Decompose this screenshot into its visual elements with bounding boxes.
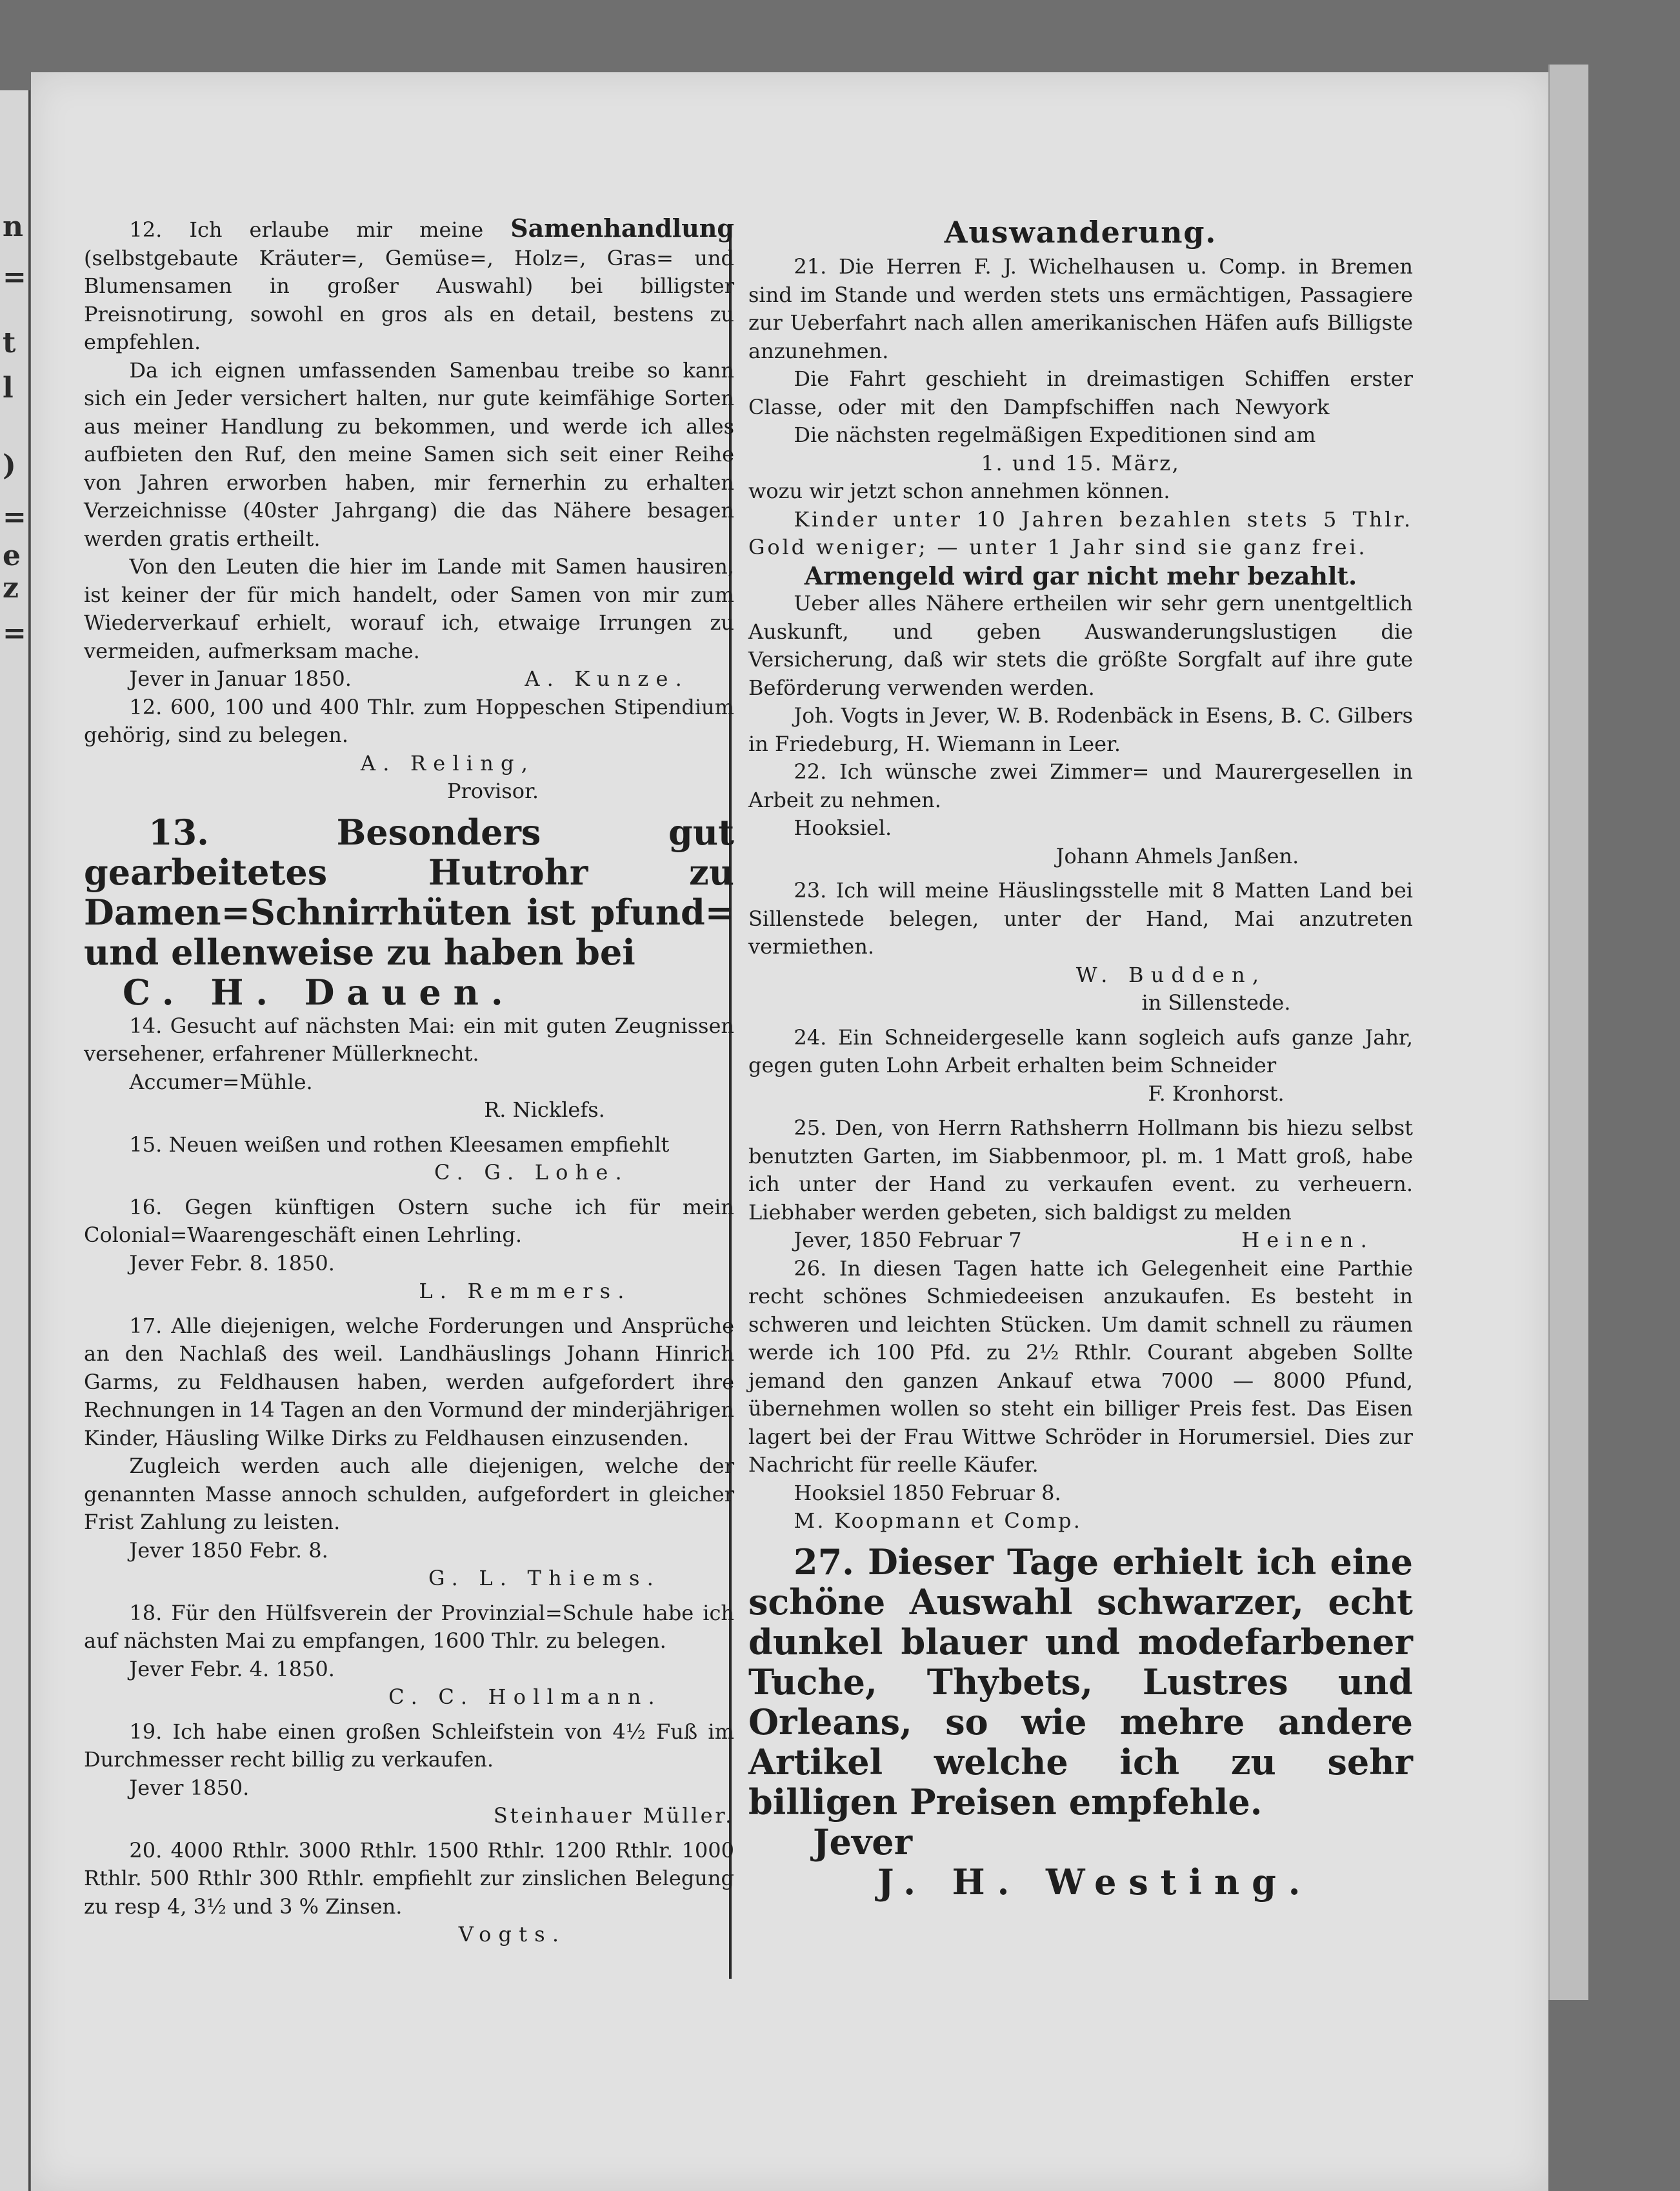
ad-22-journeymen: [748, 758, 1413, 870]
ad-12b-role: Provisor.: [446, 779, 539, 803]
ad-14-miller: [84, 1012, 734, 1125]
ad-22-text: 22. Ich wünsche zwei Zimmer= und Maurergesellen in Arbeit zu nehmen.: [748, 759, 1413, 812]
page-right-edge: [1548, 65, 1588, 2000]
ad-12-signer: A. Kunze.: [525, 666, 689, 691]
ad-18-text: 18. Für den Hülfsverein der Provinzial=Schule habe ich auf nächsten Mai zu empfangen, 1600 Thlr. zu belegen.: [84, 1600, 734, 1653]
ad-23-signer: W. Budden,: [1075, 962, 1266, 987]
ad-19-text: 19. Ich habe einen großen Schleifstein von 4½ Fuß im Durchmesser recht billig zu verkaufen.: [84, 1719, 734, 1772]
ad-12-seeds: [84, 214, 734, 694]
ad-22-place: Hooksiel.: [794, 815, 892, 840]
ad-27-signer: J. H. Westing.: [877, 1861, 1313, 1903]
edge-fragment: z: [3, 572, 19, 605]
ad-26-signer: M. Koopmann et Comp.: [794, 1508, 1083, 1533]
ad-16-signer: L. Remmers.: [419, 1279, 632, 1303]
ad-24-tailor: [748, 1024, 1413, 1108]
ad-12-stipend: [84, 694, 734, 806]
edge-fragment: l: [3, 372, 14, 405]
ad-12b-text: 12. 600, 100 und 400 Thlr. zum Hoppeschen Stipendium gehörig, sind zu belegen.: [84, 694, 734, 747]
edge-fragment: e: [3, 539, 21, 572]
ad-23-house: [748, 877, 1413, 1017]
ad-25-garden: [748, 1114, 1413, 1255]
ad-12-highlight: Samenhandlung: [510, 214, 734, 243]
ad-24-signer: F. Kronhorst.: [1148, 1081, 1285, 1106]
ad-27-text: 27. Dieser Tage erhielt ich eine schöne Auswahl schwarzer, echt dunkel blauer und modefarbener Tuche, Thybets, Lustres und Orleans, so wie mehre andere Artikel welche ich zu sehr billigen Preisen empfehle.: [748, 1541, 1413, 1823]
ad-18-provincial-school: [84, 1599, 734, 1712]
ad-26-iron: [748, 1255, 1413, 1536]
ad-19-signer: Steinhauer Müller.: [493, 1803, 734, 1828]
ad-22-signer: Johann Ahmels Janßen.: [1055, 843, 1299, 868]
ad-17-paragraph-2: Zugleich werden auch alle diejenigen, welche der genannten Masse annoch schulden, aufgefordert in gleicher Frist Zahlung zu leisten.: [84, 1454, 734, 1534]
ad-25-signer: Heinen.: [1241, 1228, 1374, 1252]
edge-fragment: n: [3, 210, 23, 243]
ad-25-dateline: Jever, 1850 Februar 7: [794, 1228, 1022, 1252]
ad-17-text: 17. Alle diejenigen, welche Forderungen und Ansprüche an den Nachlaß des weil. Landhäuslings Johann Hinrich Garms, zu Feldhausen haben, werden aufgefordert ihre Rechnungen in 14 Tagen an den Vormund der minderjährigen Kinder, Häusling Wilke Dirks zu Feldhausen einzusenden.: [84, 1313, 734, 1450]
ad-18-signer: C. C. Hollmann.: [388, 1685, 662, 1709]
ad-20-signer: Vogts.: [458, 1922, 566, 1946]
ad-12-text: (selbstgebaute Kräuter=, Gemüse=, Holz=, Gras= und Blumensamen in großer Auswahl) bei billigster Preisnotirung, sowohl en gros als en detail, bestens zu empfehlen.: [84, 245, 734, 354]
ad-17-signer: G. L. Thiems.: [428, 1566, 661, 1590]
right-column: [748, 214, 1413, 1902]
ad-15-text: 15. Neuen weißen und rothen Kleesamen empfiehlt: [129, 1132, 670, 1157]
ad-19-dateline: Jever 1850.: [129, 1775, 250, 1800]
emigration-heading: Auswanderung.: [944, 215, 1217, 250]
ad-21-paragraph-3: Die nächsten regelmäßigen Expeditionen sind am: [794, 423, 1316, 447]
ad-14-text: 14. Gesucht auf nächsten Mai: ein mit guten Zeugnissen versehener, erfahrener Müllerknecht.: [84, 1013, 734, 1066]
left-page-edge: [0, 90, 30, 2191]
ad-14-signer: R. Nicklefs.: [484, 1097, 605, 1122]
ad-12-lead: 12. Ich erlaube mir meine: [129, 217, 484, 242]
ad-19-grindstone: [84, 1718, 734, 1830]
ad-21-agents: Joh. Vogts in Jever, W. B. Rodenbäck in Esens, B. C. Gilbers in Friedeburg, H. Wiemann in Leer.: [748, 703, 1413, 756]
ad-26-text: 26. In diesen Tagen hatte ich Gelegenheit eine Parthie recht schönes Schmiedeeisen anzukaufen. Es besteht in schweren und leichten Stücken. Um damit schnell zu räumen werde ich 100 Pfd. zu 2½ Rthlr. Courant abgeben Sollte jemand den ganzen Ankauf etwa 7000 — 8000 Pfund, übernehmen wollen so steht ein billiger Preis fest. Das Eisen lagert bei der Frau Wittwe Schröder in Horumersiel. Dies zur Nachricht für reelle Käufer.: [748, 1256, 1413, 1477]
ad-21-paragraph-5: Kinder unter 10 Jahren bezahlen stets 5 Thlr. Gold weniger; — unter 1 Jahr sind sie ganz frei.: [748, 506, 1413, 559]
ad-15-signer: C. G. Lohe.: [434, 1160, 629, 1185]
edge-fragment: =: [3, 261, 26, 294]
ad-23-text: 23. Ich will meine Häuslingsstelle mit 8 Matten Land bei Sillenstede belegen, unter der Hand, Mai anzutreten vermiethen.: [748, 878, 1413, 959]
ad-24-text: 24. Ein Schneidergeselle kann sogleich aufs ganze Jahr, gegen guten Lohn Arbeit erhalten beim Schneider: [748, 1025, 1413, 1077]
ad-14-place: Accumer=Mühle.: [129, 1069, 313, 1094]
ad-20-loans: [84, 1837, 734, 1949]
left-column: [84, 214, 734, 1949]
ad-16-apprentice: [84, 1194, 734, 1306]
ad-27-textiles: [748, 1542, 1413, 1902]
ad-18-dateline: Jever Febr. 4. 1850.: [129, 1656, 335, 1681]
edge-fragment: =: [3, 617, 26, 650]
edge-fragment: ): [3, 449, 16, 482]
ad-12b-signer: A. Reling,: [360, 750, 535, 775]
ad-21-paragraph-4: wozu wir jetzt schon annehmen können.: [748, 479, 1170, 503]
ad-12-dateline: Jever in Januar 1850.: [129, 666, 352, 691]
ad-16-dateline: Jever Febr. 8. 1850.: [129, 1250, 335, 1276]
ad-13-hutrohr: [84, 812, 734, 1012]
ad-13-text: 13. Besonders gut gearbeitetes Hutrohr zu Damen=Schnirrhüten ist pfund= und ellenweise zu haben bei: [84, 811, 734, 973]
ad-26-dateline: Hooksiel 1850 Februar 8.: [794, 1480, 1061, 1505]
ad-21-paragraph-6: Ueber alles Nähere ertheilen wir sehr gern unentgeltlich Auskunft, und geben Auswanderungslustigen die Versicherung, daß wir stets die größte Sorgfalt auf ihre gute Beförderung verwenden werden.: [748, 591, 1413, 700]
ad-20-text: 20. 4000 Rthlr. 3000 Rthlr. 1500 Rthlr. 1200 Rthlr. 1000 Rthlr. 500 Rthlr 300 Rthlr. empfiehlt zur zinslichen Belegung zu resp 4, 3½ und 3 % Zinsen.: [84, 1837, 734, 1919]
ad-12-paragraph-3: Von den Leuten die hier im Lande mit Samen hausiren, ist keiner der für mich handelt, oder Samen von mir zum Wiederverkauf erhielt, worauf ich, etwaige Irrungen zu vermeiden, aufmerksam mache.: [84, 554, 734, 663]
ad-17-estate: [84, 1312, 734, 1593]
ad-21-bold-line: Armengeld wird gar nicht mehr bezahlt.: [804, 561, 1357, 590]
edge-fragment: =: [3, 501, 26, 534]
newspaper-page: [31, 72, 1548, 2191]
ad-23-place: in Sillenstede.: [1141, 990, 1291, 1015]
ad-21-text: 21. Die Herren F. J. Wichelhausen u. Comp. in Bremen sind im Stande und werden stets uns ermächtigen, Passagiere zur Ueberfahrt nach allen amerikanischen Häfen aufs Billigste anzunehmen.: [748, 254, 1413, 363]
ad-15-clover: [84, 1131, 734, 1187]
ad-12-paragraph-2: Da ich eignen umfassenden Samenbau treibe so kann sich ein Jeder versichert halten, nur gute keimfähige Sorten aus meiner Handlung zu bekommen, und werde ich alles aufbieten den Ruf, den meine Samen sich seit einer Reihe von Jahren erworben haben, mir fernerhin zu erhalten Verzeichnisse (40ster Jahrgang) die das Nähere besagen werden gratis ertheilt.: [84, 357, 734, 551]
ad-16-text: 16. Gegen künftigen Ostern suche ich für mein Colonial=Waarengeschäft einen Lehrling.: [84, 1194, 734, 1247]
edge-fragment: t: [3, 326, 16, 359]
ad-25-text: 25. Den, von Herrn Rathsherrn Hollmann bis hiezu selbst benutzten Garten, im Siabbenmoor, pl. m. 1 Matt groß, habe ich unter der Hand zu verkaufen event. zu verheuern. Liebhaber werden gebeten, sich baldigst zu melden: [748, 1116, 1413, 1225]
ad-21-paragraph-2: Die Fahrt geschieht in dreimastigen Schiffen erster Classe, oder mit den Dampfschiffen nach Newyork: [748, 366, 1413, 419]
ad-17-dateline: Jever 1850 Febr. 8.: [129, 1537, 328, 1563]
ad-13-signer: C. H. Dauen.: [123, 971, 515, 1013]
ad-27-place: Jever: [813, 1821, 913, 1863]
ad-21-emigration: [748, 253, 1413, 758]
ad-21-dates: 1. und 15. März,: [981, 450, 1181, 475]
